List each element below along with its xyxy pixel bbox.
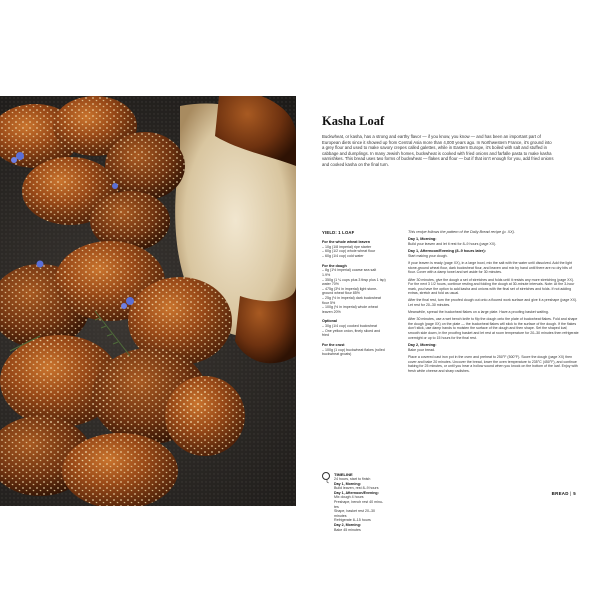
- book-spread: [0, 96, 600, 532]
- step-paragraph: After 30 minutes, use a wet bench knife to flip the dough onto the plate of buckwheat flakes. Fold and shape the dough (page XX) on the plate — the buckwheat flakes will stick to the surface of the dough. If the flakes don't stick, use damp hands to moisten the surface of the dough and then shape. Set the shaped loaf, smooth side down, in the proofing basket and let rest at room temperature for 20–30 minutes then refrigerate overnight or up to 15 hours for the final rest.: [408, 317, 579, 340]
- ingredient-item: – 25g (½ in imperial) dark buckwheat: [322, 295, 381, 300]
- method-step: [408, 343, 580, 373]
- ingredient-item: – One yellow onion, finely sliced and: [322, 328, 381, 333]
- step-paragraph: After the final rest, turn the proofed dough out onto a floured work surface and give it a preshape (page XX). Let rest for 20–30 minutes.: [408, 298, 578, 308]
- clock-icon: [322, 472, 330, 480]
- timeline-line: Build leaven, rest 8–9 hours: [334, 486, 379, 491]
- ingredient-item: – 475g (3½ in imperial) light stone-: [322, 286, 378, 291]
- timeline-line: Mix dough 4 hours: [334, 495, 364, 500]
- timeline-line: Bake 45 minutes: [334, 527, 361, 532]
- ingredient-item: – 60g (1/2 cup) whole wheat flour: [322, 249, 376, 254]
- bread-photo: [0, 96, 296, 506]
- ingredient-item: fried: [322, 333, 329, 338]
- ingredient-group-heading: For the dough: [322, 263, 347, 268]
- ingredient-group: [322, 264, 406, 315]
- step-paragraph: Start making your dough.: [408, 254, 448, 259]
- method-steps: [408, 237, 580, 373]
- timeline-line: Day 2, Morning:: [334, 522, 361, 527]
- folio-separator: |: [570, 491, 574, 496]
- page-footer: [552, 491, 576, 496]
- ingredient-item: – 8g (1½ imperial) coarse sea salt: [322, 268, 377, 273]
- recipe-intro: Buckwheat, or kasha, has a strong and earthy flavor — if you know, you know — and has been an important part of European diets since it showed up from Central Asia more than 4,000 years ago. In Northwestern France, it's ground into a grey flour and used to make savory crepes called galettes, while in Eastern Europe, it's boiled with salt and stuffed in cabbage and dumplings. In many Jewish homes, buckwheat is cooked with fried onions and farfalle pasta to make kasha varnishkes. This bread uses two forms of buckwheat — flakes and flour — but if that isn't enough for you, add fried onions and cooked kasha on the final turn.: [322, 134, 554, 167]
- ingredient-group: [322, 343, 406, 357]
- step-heading: Day 1, Afternoon/Evening (8–9 hours later):: [408, 249, 486, 254]
- ingredient-item: 1.9%: [322, 272, 331, 277]
- method-step: [408, 237, 580, 246]
- ingredient-group: [322, 319, 406, 338]
- ingredient-item: ground wheat flour 85%: [322, 291, 360, 296]
- timeline-line: 24 hours, start to finish: [334, 477, 371, 481]
- step-paragraph: After 30 minutes, give the dough a set of stretches and folds until it resists any more stretching (page XX). For the next 3 1/2 hours, continue resting and folding the dough at 30-minute intervals. Note: At the 3-hour mark, you have the option to add kasha and onions with the final set of stretches and folds. If not adding extras, stretch and fold as usual.: [408, 277, 575, 296]
- step-paragraph: Bake your bread.: [408, 347, 436, 352]
- ingredient-list: [322, 240, 406, 357]
- method-column: [408, 230, 580, 373]
- section-name: BREAD: [551, 491, 569, 496]
- timeline-line: minutes: [334, 513, 347, 518]
- ingredient-group-heading: Optional: [322, 319, 337, 324]
- step-heading: Day 2, Morning:: [408, 343, 437, 348]
- recipe-yield: YIELD: 1 LOAF: [322, 230, 355, 235]
- ingredient-item: – 60g (1/4 cup) cold water: [322, 253, 364, 258]
- ingredient-item: – 100g (1 cup) buckwheat flakes (rolled: [322, 347, 385, 352]
- braided-loaf-illustration: [0, 96, 296, 506]
- method-step: [408, 249, 580, 340]
- ingredient-item: – 100g (½ in imperial) whole wheat: [322, 305, 378, 310]
- ingredient-item: – 30g (1/4 cup) cooked buckwheat: [322, 324, 377, 329]
- timeline-line: tes: [334, 504, 339, 509]
- ingredient-group-heading: For the crust: [322, 342, 345, 347]
- page-number: 5: [573, 491, 576, 496]
- ingredient-item: leaven 20%: [322, 309, 341, 314]
- ingredient-group-heading: For the whole wheat leaven: [322, 240, 370, 244]
- recipe-title: Kasha Loaf: [322, 114, 385, 128]
- ingredient-item: flour 5%: [322, 300, 336, 305]
- timeline-lines: [334, 477, 406, 532]
- timeline-line: Refrigerate 8–15 hours: [334, 518, 371, 523]
- timeline-heading: TIMELINE: [334, 472, 353, 477]
- ingredient-item: – 350g (1 ¼ cups plus 3 tbsp plus 1 tsp): [322, 277, 386, 282]
- timeline-line: Preshape, bench rest 40 minu-: [334, 499, 384, 504]
- ingredients-column: [322, 230, 406, 357]
- step-paragraph: Place a covered cast iron pot in the oven and preheat to 250°F (500°F). Score the dough (page XX) then cover and bake 20 minutes. Uncover the bread, lower the oven temperature to 235°C (450°F), and continue baking for 25 minutes, or until you hear a hollow sound when you knock on the bottom of the loaf. Enjoy with fresh white cheese and sharp radishes.: [408, 355, 578, 373]
- pattern-note: This recipe follows the pattern of the Daily Bread recipe (p. XX).: [408, 230, 515, 234]
- ingredient-item: – 10g (1/8 imperial) ripe starter: [322, 244, 372, 249]
- ingredient-item: water 70%: [322, 282, 339, 287]
- timeline-line: Day 1, Afternoon/Evening:: [334, 490, 379, 495]
- ingredient-item: buckwheat groats): [322, 352, 352, 357]
- timeline-line: Day 1, Morning:: [334, 481, 361, 486]
- step-paragraph: If your leaven is ready (page XX), in a large bowl, mix the salt with the water until dissolved. Add the light stone-ground wheat flour, dark buckwheat flour, and leaven and mix by hand until there are no dry bits of flour. Cover with a damp towel and set aside for 30 minutes.: [408, 261, 573, 275]
- timeline-line: Shape, basket rest 20–30: [334, 509, 375, 514]
- step-heading: Day 1, Morning:: [408, 237, 437, 241]
- ingredient-group: [322, 240, 406, 259]
- step-paragraph: Meanwhile, spread the buckwheat flakes on a large plate. Have a proofing basket waiting.: [408, 310, 549, 315]
- timeline-box: [322, 472, 406, 532]
- step-paragraph: Build your leaven and let it rest for 8–9 hours (page XX).: [408, 241, 497, 246]
